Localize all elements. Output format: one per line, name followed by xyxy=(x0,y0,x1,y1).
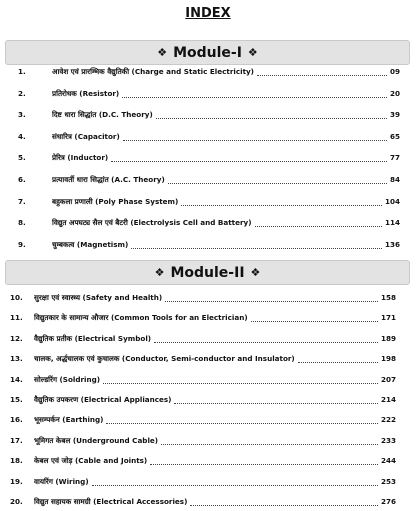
toc-entry[interactable] xyxy=(0,151,416,165)
toc-entry[interactable] xyxy=(0,393,416,407)
toc-entry[interactable] xyxy=(0,173,416,187)
toc-entry[interactable] xyxy=(0,495,416,509)
dot-leader xyxy=(298,362,378,363)
toc-entry-title: बहुकला प्रणाली (Poly Phase System) xyxy=(52,196,179,206)
dot-leader xyxy=(123,140,387,141)
toc-entry[interactable] xyxy=(0,332,416,346)
dot-leader xyxy=(165,301,378,302)
toc-entry-number: 11. xyxy=(10,313,23,323)
toc-entry-number: 8. xyxy=(18,218,26,228)
toc-entry-title: आवेश एवं प्रारम्भिक वैद्युतिकी (Charge and Static Electricity) xyxy=(52,67,254,76)
toc-entry-title: चुम्बकत्व (Magnetism) xyxy=(52,239,129,249)
dot-leader xyxy=(131,248,382,249)
toc-entry-page: 77 xyxy=(389,153,400,163)
toc-entry[interactable] xyxy=(0,352,416,366)
toc-entry[interactable] xyxy=(0,434,416,448)
toc-entry-number: 17. xyxy=(10,435,23,445)
toc-entry[interactable] xyxy=(0,373,416,387)
toc-entry[interactable] xyxy=(0,475,416,489)
module-2-label: Module-II xyxy=(170,264,245,281)
diamond-ornament-icon: ❖ xyxy=(157,46,168,59)
toc-entry-page: 09 xyxy=(389,67,400,76)
dot-leader xyxy=(181,205,382,206)
toc-entry[interactable] xyxy=(0,311,416,325)
toc-entry-page: 39 xyxy=(389,110,400,120)
dot-leader xyxy=(161,444,378,445)
toc-entry-number: 1. xyxy=(18,67,26,76)
toc-entry-page: 171 xyxy=(380,313,396,323)
toc-entry[interactable] xyxy=(0,87,416,101)
dot-leader xyxy=(150,464,378,465)
toc-entry-page: 244 xyxy=(380,456,396,466)
toc-entry-title: वैद्युतिक प्रतीक (Electrical Symbol) xyxy=(34,333,152,343)
toc-entry-page: 207 xyxy=(380,374,396,384)
toc-entry-number: 13. xyxy=(10,354,23,364)
toc-entry-title: प्रतिरोधक (Resistor) xyxy=(52,88,120,98)
module-2-header xyxy=(5,260,410,285)
toc-entry[interactable] xyxy=(0,195,416,209)
toc-entry-number: 10. xyxy=(10,293,23,302)
toc-entry-page: 20 xyxy=(389,88,400,98)
toc-entry-number: 6. xyxy=(18,175,26,184)
toc-entry-number: 3. xyxy=(18,110,26,120)
page-title: INDEX xyxy=(185,6,231,21)
toc-entry-title: सोल्डरिंग (Soldring) xyxy=(34,374,101,384)
toc-entry[interactable] xyxy=(0,454,416,468)
toc-entry-title: केबल एवं जोड़ (Cable and Joints) xyxy=(34,456,148,466)
toc-entry-title: चालक, अर्द्धचालक एवं कुचालक (Conductor, Semi-conductor and Insulator) xyxy=(34,354,295,364)
diamond-ornament-icon: ❖ xyxy=(247,46,258,59)
dot-leader xyxy=(154,342,378,343)
dot-leader xyxy=(106,423,378,424)
toc-entry[interactable] xyxy=(0,130,416,144)
toc-entry-number: 20. xyxy=(10,497,23,506)
toc-entry[interactable] xyxy=(0,413,416,427)
module-1-label: Module-I xyxy=(173,44,242,61)
toc-entry-page: 233 xyxy=(380,435,396,445)
dot-leader xyxy=(251,321,378,322)
toc-entry-title: प्रत्यावर्ती धारा सिद्धांत (A.C. Theory) xyxy=(52,175,165,184)
toc-entry-page: 136 xyxy=(384,239,400,249)
toc-entry-title: भूसम्पर्कन (Earthing) xyxy=(34,415,104,425)
toc-entry-number: 14. xyxy=(10,374,23,384)
toc-entry-title: विद्युत अपघट्य सैल एवं बैटरी (Electrolysis Cell and Battery) xyxy=(52,218,252,228)
toc-entry[interactable] xyxy=(0,216,416,230)
toc-entry-page: 253 xyxy=(380,476,396,486)
toc-entry-number: 18. xyxy=(10,456,23,466)
dot-leader xyxy=(122,97,387,98)
dot-leader xyxy=(103,383,378,384)
dot-leader xyxy=(174,403,378,404)
module-1-header xyxy=(5,40,410,65)
dot-leader xyxy=(255,226,382,227)
dot-leader xyxy=(111,161,387,162)
dot-leader xyxy=(190,505,378,506)
dot-leader xyxy=(156,118,387,119)
toc-entry-title: भूमिगत केबल (Underground Cable) xyxy=(34,435,159,445)
toc-entry-title: प्रेरित्र (Inductor) xyxy=(52,153,109,163)
toc-entry-title: विद्युत सहायक सामग्री (Electrical Accessories) xyxy=(34,497,188,506)
toc-entry-number: 12. xyxy=(10,333,23,343)
toc-entry-title: दिष्ट धारा सिद्धांत (D.C. Theory) xyxy=(52,110,153,120)
toc-entry-title: संधारित्र (Capacitor) xyxy=(52,131,120,141)
toc-entry-number: 15. xyxy=(10,395,23,404)
toc-entry-title: वायरिंग (Wiring) xyxy=(34,476,89,486)
toc-entry-page: 104 xyxy=(384,196,400,206)
toc-entry-page: 214 xyxy=(380,395,396,404)
toc-entry-page: 198 xyxy=(380,354,396,364)
toc-entry-page: 189 xyxy=(380,333,396,343)
toc-entry[interactable] xyxy=(0,291,416,305)
toc-entry-number: 7. xyxy=(18,196,26,206)
toc-entry[interactable] xyxy=(0,65,416,79)
toc-entry-number: 9. xyxy=(18,239,26,249)
toc-entry-page: 222 xyxy=(380,415,396,425)
diamond-ornament-icon: ❖ xyxy=(154,266,165,279)
dot-leader xyxy=(92,485,378,486)
toc-entry-number: 4. xyxy=(18,131,26,141)
toc-entry-number: 16. xyxy=(10,415,23,425)
diamond-ornament-icon: ❖ xyxy=(250,266,261,279)
toc-entry-number: 2. xyxy=(18,88,26,98)
toc-entry-page: 65 xyxy=(389,131,400,141)
toc-entry-number: 5. xyxy=(18,153,26,163)
toc-entry[interactable] xyxy=(0,108,416,122)
toc-entry-page: 276 xyxy=(380,497,396,506)
toc-entry-title: विद्युतकार के सामान्य औजार (Common Tools for an Electrician) xyxy=(34,313,248,323)
dot-leader xyxy=(168,183,387,184)
toc-entry-title: वैद्युतिक उपकरण (Electrical Appliances) xyxy=(34,395,172,404)
toc-entry-number: 19. xyxy=(10,476,23,486)
toc-entry-page: 158 xyxy=(380,293,396,302)
toc-entry-title: सुरक्षा एवं स्वास्थ्य (Safety and Health) xyxy=(34,293,163,302)
toc-entry-page: 84 xyxy=(389,175,400,184)
toc-entry-page: 114 xyxy=(384,218,400,228)
toc-entry[interactable] xyxy=(0,238,416,252)
dot-leader xyxy=(257,75,387,76)
